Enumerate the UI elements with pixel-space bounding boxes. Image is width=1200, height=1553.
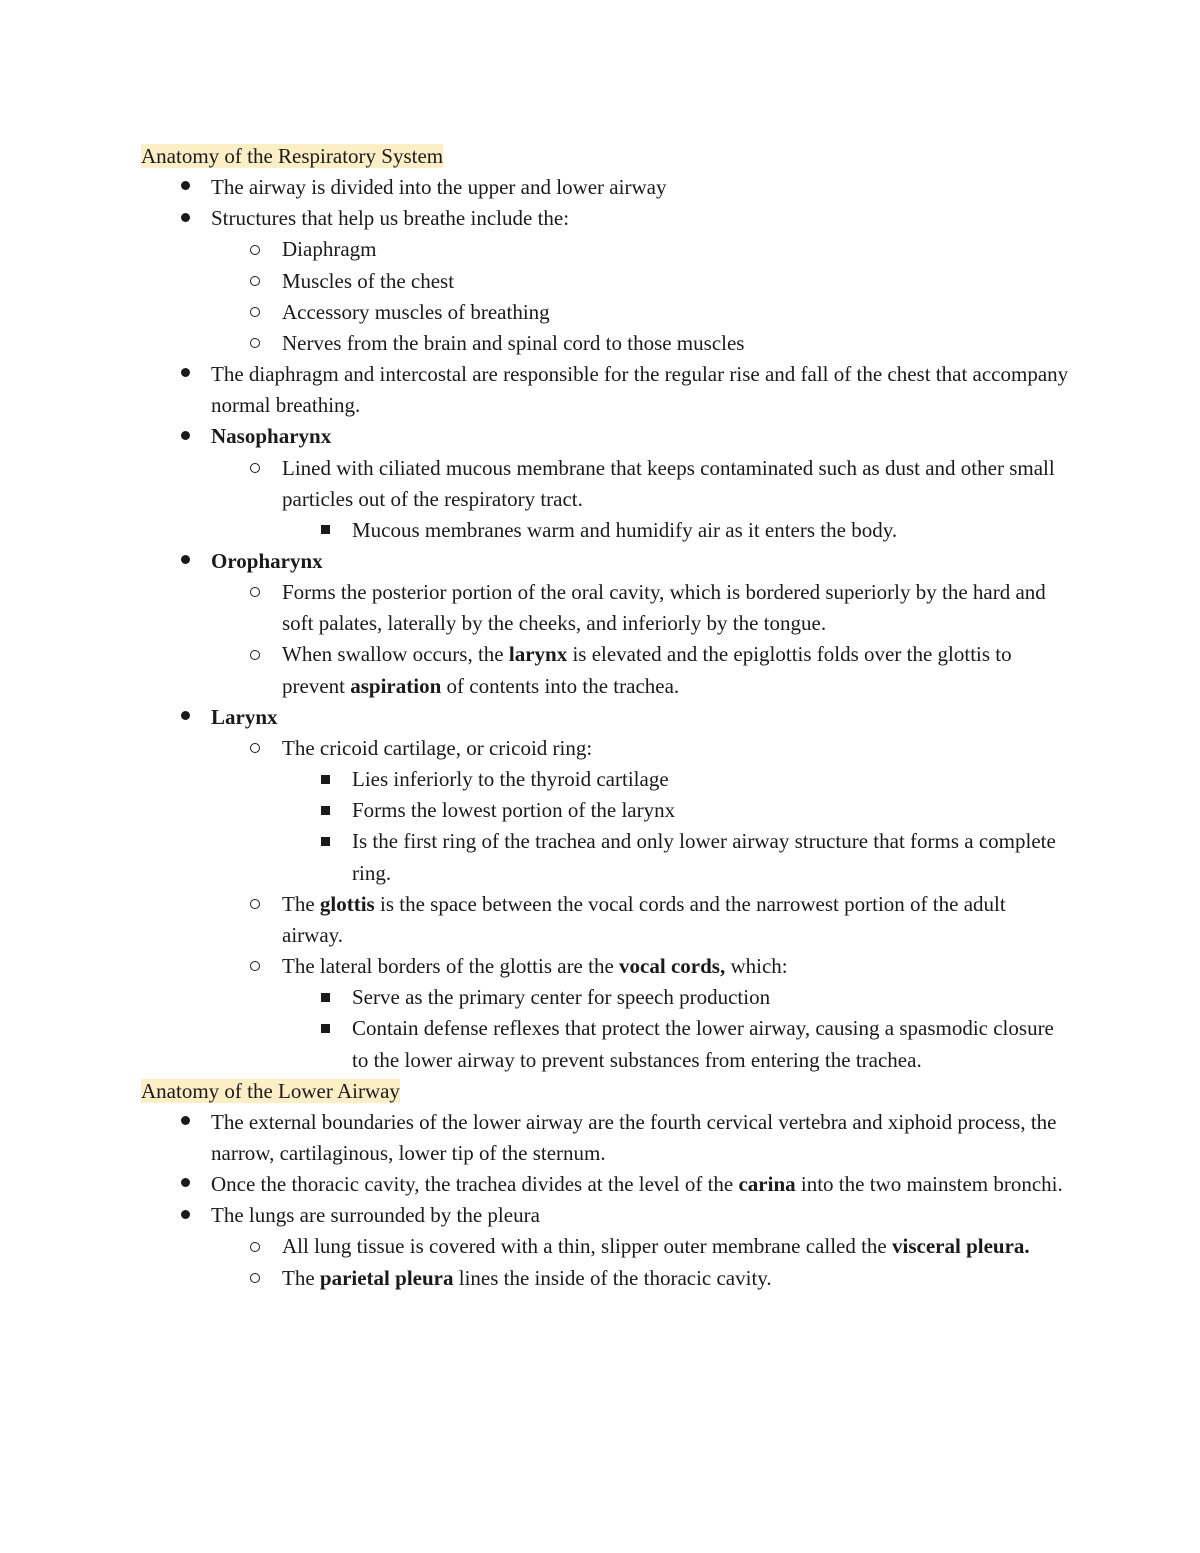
sub-bullet-item: All lung tissue is covered with a thin, slipper outer membrane called the visceral pleura. <box>141 1231 1071 1262</box>
circle-bullet-icon <box>245 234 265 265</box>
sub-sub-bullet-item: Mucous membranes warm and humidify air as it enters the body. <box>141 515 1071 546</box>
sub-bullet-item: Nerves from the brain and spinal cord to those muscles <box>141 328 1071 359</box>
sub-bullet-item: Muscles of the chest <box>141 266 1071 297</box>
sub-bullet-item: Forms the posterior portion of the oral cavity, which is bordered superiorly by the hard and soft palates, laterally by the cheeks, and inferiorly by the tongue. <box>141 577 1071 639</box>
square-bullet-icon <box>315 515 335 546</box>
bullet-icon <box>175 546 195 577</box>
circle-bullet-icon <box>245 951 265 982</box>
circle-bullet-icon <box>245 1263 265 1294</box>
circle-bullet-icon <box>245 266 265 297</box>
sub-bullet-item: The lateral borders of the glottis are the vocal cords, which: <box>141 951 1071 982</box>
bullet-item-nasopharynx: Nasopharynx <box>141 421 1071 452</box>
bullet-item-oropharynx: Oropharynx <box>141 546 1071 577</box>
sub-sub-bullet-item: Contain defense reflexes that protect the lower airway, causing a spasmodic closure to the lower airway to prevent substances from entering the trachea. <box>141 1013 1071 1075</box>
circle-bullet-icon <box>245 639 265 670</box>
sub-sub-bullet-item: Serve as the primary center for speech production <box>141 982 1071 1013</box>
square-bullet-icon <box>315 764 335 795</box>
bullet-item: The diaphragm and intercostal are responsible for the regular rise and fall of the chest that accompany normal breathing. <box>141 359 1071 421</box>
bullet-icon <box>175 702 195 733</box>
bullet-icon <box>175 203 195 234</box>
circle-bullet-icon <box>245 577 265 608</box>
sub-bullet-item: Lined with ciliated mucous membrane that keeps contaminated such as dust and other small particles out of the respiratory tract. <box>141 453 1071 515</box>
bullet-icon <box>175 1107 195 1138</box>
square-bullet-icon <box>315 826 335 857</box>
section-heading-respiratory: Anatomy of the Respiratory System <box>141 144 444 168</box>
sub-bullet-item: When swallow occurs, the larynx is elevated and the epiglottis folds over the glottis to prevent aspiration of contents into the trachea. <box>141 639 1071 701</box>
bullet-item: Once the thoracic cavity, the trachea divides at the level of the carina into the two mainstem bronchi. <box>141 1169 1071 1200</box>
bullet-item-larynx: Larynx <box>141 702 1071 733</box>
circle-bullet-icon <box>245 733 265 764</box>
bullet-icon <box>175 172 195 203</box>
bullet-icon <box>175 1200 195 1231</box>
bullet-item: Structures that help us breathe include the: <box>141 203 1071 234</box>
sub-sub-bullet-item: Is the first ring of the trachea and only lower airway structure that forms a complete ring. <box>141 826 1071 888</box>
sub-bullet-item: The glottis is the space between the vocal cords and the narrowest portion of the adult airway. <box>141 889 1071 951</box>
sub-sub-bullet-item: Forms the lowest portion of the larynx <box>141 795 1071 826</box>
circle-bullet-icon <box>245 328 265 359</box>
square-bullet-icon <box>315 795 335 826</box>
sub-bullet-item: The parietal pleura lines the inside of the thoracic cavity. <box>141 1263 1071 1294</box>
bullet-icon <box>175 421 195 452</box>
circle-bullet-icon <box>245 453 265 484</box>
sub-bullet-item: Diaphragm <box>141 234 1071 265</box>
circle-bullet-icon <box>245 889 265 920</box>
sub-sub-bullet-item: Lies inferiorly to the thyroid cartilage <box>141 764 1071 795</box>
sub-bullet-item: Accessory muscles of breathing <box>141 297 1071 328</box>
document-body <box>141 141 1071 1294</box>
bullet-item: The airway is divided into the upper and lower airway <box>141 172 1071 203</box>
bullet-icon <box>175 1169 195 1200</box>
bullet-icon <box>175 359 195 390</box>
square-bullet-icon <box>315 982 335 1013</box>
circle-bullet-icon <box>245 297 265 328</box>
sub-bullet-item: The cricoid cartilage, or cricoid ring: <box>141 733 1071 764</box>
bullet-item: The external boundaries of the lower airway are the fourth cervical vertebra and xiphoid process, the narrow, cartilaginous, lower tip of the sternum. <box>141 1107 1071 1169</box>
square-bullet-icon <box>315 1013 335 1044</box>
bullet-item: The lungs are surrounded by the pleura <box>141 1200 1071 1231</box>
circle-bullet-icon <box>245 1231 265 1262</box>
section-heading-lower-airway: Anatomy of the Lower Airway <box>141 1078 400 1103</box>
